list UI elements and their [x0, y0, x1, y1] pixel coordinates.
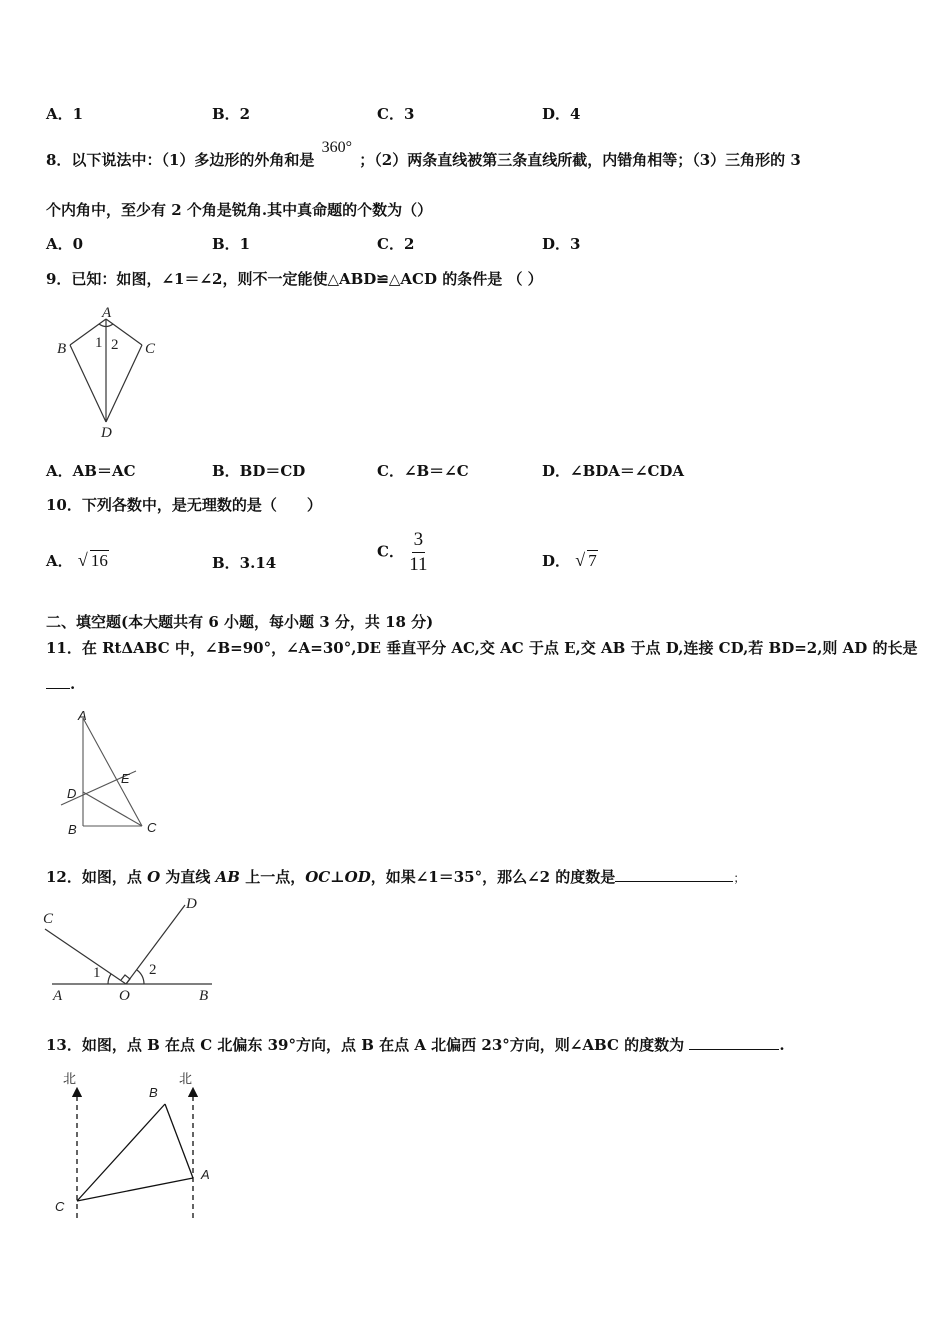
- q12-label-d: D: [186, 896, 197, 912]
- q12-text-mid2: 上一点，: [239, 868, 306, 886]
- q12-perp-symbol: ⊥: [330, 868, 345, 886]
- q8-stem-line2: 个内角中，至少有 2 个角是锐角.其中真命题的个数为（）: [46, 201, 433, 219]
- q12-angle-1-label: 1: [93, 965, 101, 981]
- q7-option-a: A．1: [46, 105, 84, 123]
- q13-label-c: C: [55, 1199, 65, 1214]
- q10-radicand-16: 16: [90, 551, 108, 570]
- q13-stem-end: .: [779, 1036, 785, 1054]
- q12-line-ab: AB: [215, 868, 240, 886]
- q8-option-b: B．1: [212, 235, 251, 253]
- q9-angle-2-label: 2: [111, 337, 119, 353]
- q9-label-a: A: [102, 305, 112, 321]
- q13-stem: [46, 1034, 785, 1055]
- q11-stem-end: .: [70, 675, 76, 693]
- q10-sqrt-7: [575, 551, 598, 571]
- q12-label-b: B: [199, 988, 209, 1004]
- q9-stem: 9．已知：如图，∠1＝∠2，则不一定能使△ABD≌△ACD 的条件是 （ ）: [46, 270, 543, 288]
- q13-north-label-2: 北: [179, 1072, 193, 1087]
- q10-fraction-numerator: 3: [412, 528, 426, 553]
- q12-label-o: O: [119, 988, 130, 1004]
- q10-sqrt-16: [78, 551, 109, 571]
- q13-direction-figure: [50, 1066, 220, 1224]
- q7-option-c: C．3: [377, 105, 415, 123]
- q12-ray-oc: OC: [305, 868, 331, 886]
- q12-text-pre: 12．如图，点: [46, 868, 148, 886]
- q10-option-b: B．3.14: [212, 554, 277, 572]
- q12-answer-blank[interactable]: [615, 867, 733, 882]
- q9-segment-cd: [106, 345, 142, 422]
- q11-stem: 11．在 RtΔABC 中，∠B=90°，∠A=30°,DE 垂直平分 AC,交 AC 于点 E,交 AB 于点 D,连接 CD,若 BD=2,则 AD 的长是: [46, 639, 918, 657]
- q10-option-d-label: D．: [542, 552, 571, 570]
- q8-text-post: ；（2）两条直线被第三条直线所截，内错角相等；（3）三角形的 3: [359, 151, 801, 169]
- q10-option-d: [542, 550, 598, 571]
- q9-option-d: D．∠BDA＝∠CDA: [542, 462, 685, 480]
- q10-fraction: [409, 528, 427, 577]
- q12-text-post: ，如果∠1＝35°，那么∠2 的度数是: [370, 868, 616, 886]
- q12-ray-od: OD: [344, 868, 371, 886]
- q13-segment-ba: [165, 1104, 193, 1178]
- q9-label-c: C: [145, 341, 156, 357]
- q9-label-b: B: [57, 341, 67, 357]
- q9-kite-figure: [50, 302, 170, 444]
- q10-fraction-denominator: 11: [409, 554, 428, 575]
- q11-answer-line: [46, 674, 75, 693]
- q13-north-label-1: 北: [63, 1072, 77, 1087]
- q10-radicand-7: 7: [588, 551, 597, 570]
- q13-label-a: A: [201, 1167, 210, 1182]
- q13-answer-blank[interactable]: [689, 1035, 779, 1050]
- q7-option-b: B．2: [212, 105, 251, 123]
- q12-angle-1-arc: [108, 974, 111, 984]
- q9-angle-1-label: 1: [95, 335, 103, 351]
- q12-point-o: O: [147, 868, 161, 886]
- q12-label-c: C: [43, 911, 54, 927]
- q12-label-a: A: [53, 988, 63, 1004]
- q8-text-pre: 8．以下说法中：（1）多边形的外角和是: [46, 151, 315, 169]
- q13-label-b: B: [149, 1085, 158, 1100]
- q12-angle-figure: [40, 893, 220, 1005]
- q9-segment-bd: [70, 345, 106, 422]
- q10-option-a: [46, 550, 109, 571]
- q8-stem: [46, 139, 801, 170]
- q11-label-a: A: [78, 708, 87, 723]
- q11-label-c: C: [147, 820, 157, 835]
- q12-angle-2-arc: [137, 970, 144, 984]
- q12-stem-end: ；: [733, 871, 746, 885]
- q11-label-d: D: [67, 786, 77, 801]
- q11-triangle-figure: [58, 706, 168, 840]
- q12-ray-oc-drawn: [45, 929, 126, 984]
- q12-text-mid1: 为直线: [160, 868, 216, 886]
- q11-label-e: E: [121, 771, 130, 786]
- q10-stem: 10．下列各数中，是无理数的是（ ）: [46, 496, 322, 514]
- q11-label-b: B: [68, 822, 77, 837]
- q7-option-d: D．4: [542, 105, 581, 123]
- q10-option-a-label: A．: [46, 552, 73, 570]
- q9-label-d: D: [101, 425, 112, 441]
- q8-option-a: A．0: [46, 235, 84, 253]
- q8-option-c: C．2: [377, 235, 415, 253]
- q12-stem: [46, 866, 745, 887]
- q9-option-b: B．BD＝CD: [212, 462, 306, 480]
- q9-option-c: C．∠B＝∠C: [377, 462, 469, 480]
- q8-degree-value: 360°: [321, 139, 353, 156]
- section-2-title: 二、填空题(本大题共有 6 小题，每小题 3 分，共 18 分): [46, 613, 434, 631]
- q8-option-d: D．3: [542, 235, 581, 253]
- q10-option-c: [377, 528, 427, 577]
- q12-angle-2-label: 2: [149, 962, 157, 978]
- q9-option-a: A．AB＝AC: [46, 462, 136, 480]
- q11-answer-blank[interactable]: [46, 674, 70, 689]
- q13-text: 13．如图，点 B 在点 C 北偏东 39°方向，点 B 在点 A 北偏西 23°方向，则∠ABC 的度数为: [46, 1036, 685, 1054]
- q10-option-c-label: C．: [377, 542, 404, 561]
